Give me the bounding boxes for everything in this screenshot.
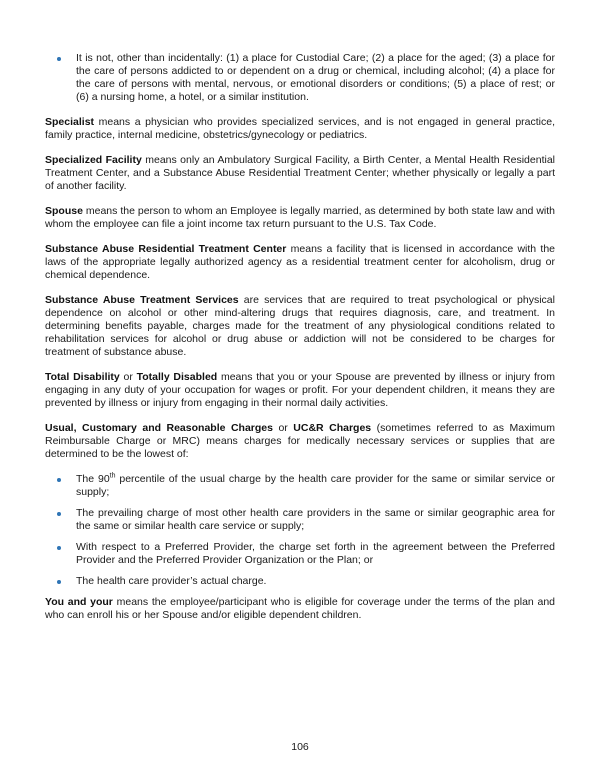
body-text: or [272, 422, 294, 434]
definition-paragraph [45, 422, 555, 461]
defined-term: Specialized Facility [45, 154, 142, 166]
body-text: means only an Ambulatory Surgical Facility, a Birth Center, a Mental Health Residential Treatment Center, and a Substance Abuse Residential Treatment Center; whether physically or legally a part of another facility. [45, 154, 555, 192]
bullet-list-item [45, 575, 555, 588]
superscript-text: th [109, 472, 116, 480]
bullet-list-item [45, 507, 555, 533]
body-text: or [119, 371, 137, 383]
body-text: means that you or your Spouse are prevented by illness or injury from engaging in any duty of your occupation for wages or profit. For your dependent children, it means they are prevented by illness or injury from engaging in their normal daily activities. [45, 371, 555, 409]
body-text: The prevailing charge of most other health care providers in the same or similar geographic area for the same or similar health care service or supply; [76, 507, 555, 532]
body-text: With respect to a Preferred Provider, the charge set forth in the agreement between the Preferred Provider and the Preferred Provider Organization or the Plan; or [76, 541, 555, 566]
definition-paragraph [45, 154, 555, 193]
definition-paragraph [45, 371, 555, 410]
bullet-icon [57, 57, 61, 61]
bullet-text [76, 575, 555, 588]
body-text: are services that are required to treat psychological or physical dependence on alcohol or other mind-altering drugs that requires diagnosis, care, and treatment. In determining benefits payable, charges made for the treatment of any physiological conditions related to rehabilitation services for alcohol or drug abuse or addiction will not be considered to be charges for treatment of substance abuse. [45, 294, 555, 358]
body-text: percentile of the usual charge by the health care provider for the same or similar service or supply; [76, 473, 555, 498]
bullet-list-item [45, 52, 555, 104]
bullet-text [76, 473, 555, 499]
page-content [45, 52, 555, 634]
body-text: The 90 [76, 473, 110, 485]
definition-paragraph [45, 205, 555, 231]
defined-term: UC&R Charges [293, 422, 372, 434]
bullet-icon [57, 478, 61, 482]
defined-term: Usual, Customary and Reasonable Charges [45, 422, 273, 434]
page-number: 106 [291, 741, 309, 753]
definition-paragraph [45, 294, 555, 359]
defined-term: Total Disability [45, 371, 120, 383]
body-text: means a physician who provides specialized services, and is not engaged in general practice, family practice, internal medicine, obstetrics/gynecology or pediatrics. [45, 116, 555, 141]
defined-term: Specialist [45, 116, 95, 128]
bullet-icon [57, 546, 61, 550]
defined-term: Totally Disabled [136, 371, 218, 383]
bullet-text [76, 507, 555, 533]
definition-paragraph [45, 116, 555, 142]
defined-term: Substance Abuse Residential Treatment Center [45, 243, 287, 255]
body-text: means the employee/participant who is eligible for coverage under the terms of the plan and who can enroll his or her Spouse and/or eligible dependent children. [45, 596, 555, 621]
body-text: means a facility that is licensed in accordance with the laws of the appropriate legally authorized agency as a residential treatment center for alcoholism, drug or chemical dependence. [45, 243, 556, 281]
body-text: means the person to whom an Employee is legally married, as determined by both state law and with whom the employee can file a joint income tax return pursuant to the U.S. Tax Code. [45, 205, 555, 230]
body-text: The health care provider’s actual charge. [76, 575, 267, 587]
body-text: It is not, other than incidentally: (1) a place for Custodial Care; (2) a place for the aged; (3) a place for the care of persons addicted to or dependent on a drug or chemical, including alcohol; (4) a place for the care of persons with mental, nervous, or emotional disorders or conditions; (5) a place of rest; or (6) a nursing home, a hotel, or a similar institution. [76, 52, 555, 103]
definition-paragraph [45, 243, 555, 282]
defined-term: Spouse [45, 205, 83, 217]
body-text: (sometimes referred to as Maximum Reimbursable Charge or MRC) means charges for medically necessary services or supplies that are determined to be the lowest of: [45, 422, 555, 460]
defined-term: Substance Abuse Treatment Services [45, 294, 239, 306]
bullet-text [76, 52, 555, 104]
bullet-icon [57, 512, 61, 516]
definition-paragraph [45, 596, 555, 622]
bullet-list-item [45, 541, 555, 567]
bullet-text [76, 541, 555, 567]
defined-term: You and your [45, 596, 113, 608]
bullet-list-item [45, 473, 555, 499]
bullet-icon [57, 580, 61, 584]
